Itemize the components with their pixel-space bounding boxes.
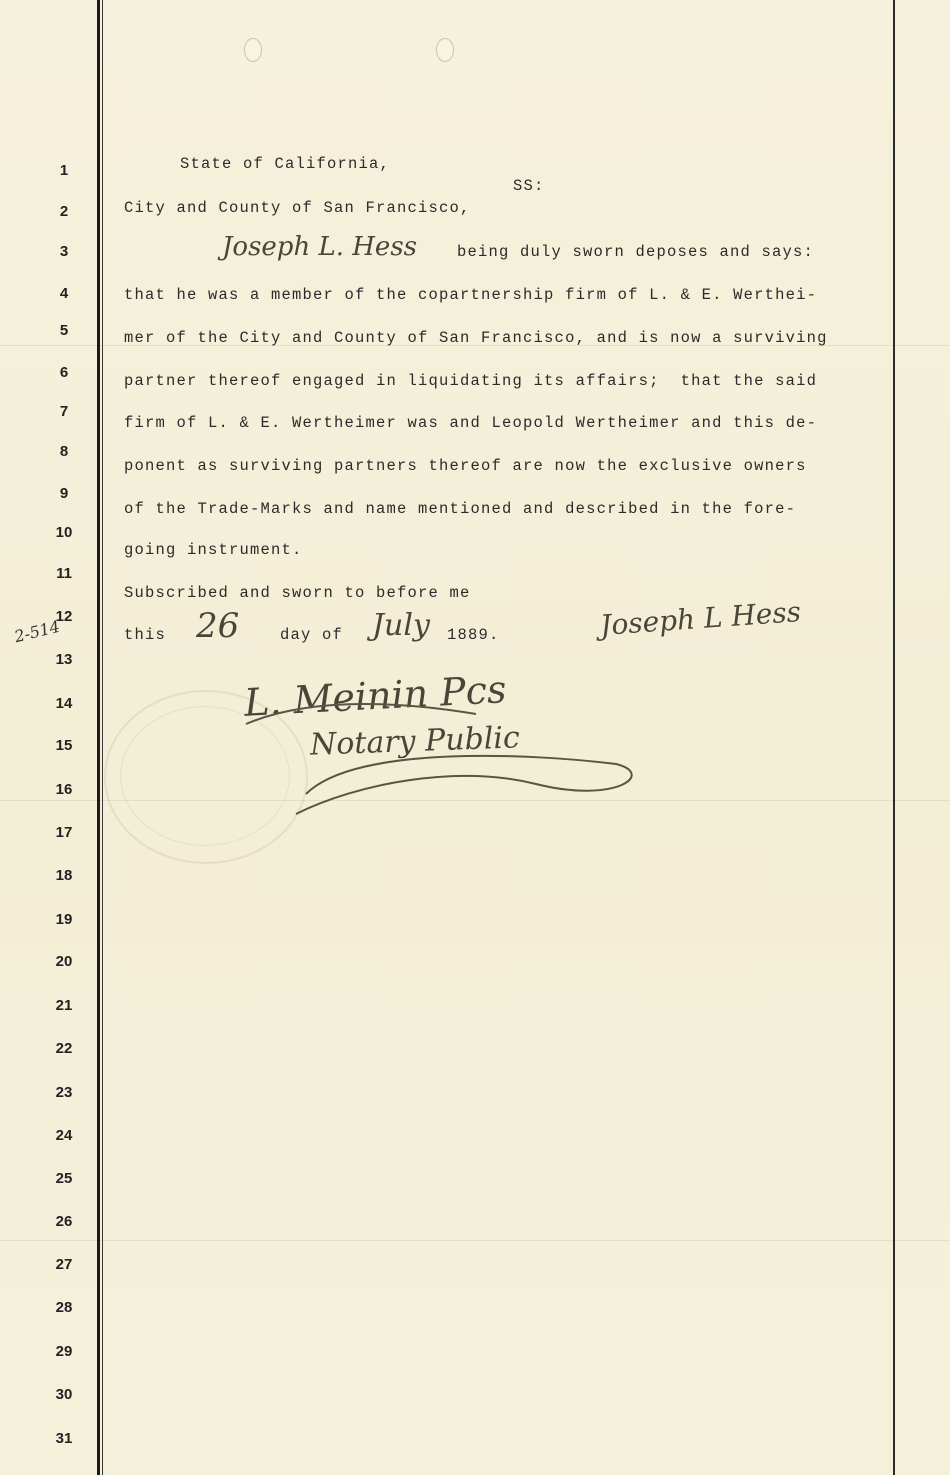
- line-number: 1: [59, 162, 69, 179]
- line-number: 3: [59, 243, 69, 260]
- notary-flourish: [236, 684, 656, 824]
- line-number: 7: [59, 403, 69, 420]
- line-number: 11: [56, 565, 72, 582]
- body-line-4: that he was a member of the copartnership firm of L. & E. Werthei-: [124, 286, 818, 304]
- margin-pencil-note: 2-514: [12, 616, 62, 647]
- line-number: 4: [59, 285, 69, 302]
- line-number: 12: [55, 608, 73, 625]
- affiant-name-handwritten: Joseph L. Hess: [222, 232, 417, 262]
- line-number: 13: [55, 651, 73, 668]
- jurat-day-handwritten: 26: [196, 606, 240, 646]
- notary-title-handwritten: Notary Public: [309, 720, 521, 763]
- punch-hole: [436, 38, 454, 62]
- jurat-this-label: this: [124, 626, 167, 644]
- line-number: 30: [55, 1386, 73, 1403]
- body-line-3: being duly sworn deposes and says:: [457, 243, 815, 261]
- line-number: 18: [55, 867, 73, 884]
- line-number: 29: [55, 1343, 73, 1360]
- line-number: 27: [55, 1256, 73, 1273]
- body-line-5: mer of the City and County of San Francisco, and is now a surviving: [124, 329, 828, 347]
- fold-crease: [0, 1240, 950, 1241]
- line-number: 2: [59, 203, 69, 220]
- line-number: 21: [55, 997, 73, 1014]
- line-number: 22: [55, 1040, 73, 1057]
- notary-signature: L. Meinin Pcs: [243, 667, 508, 725]
- line-number: 14: [55, 695, 73, 712]
- jurat-day-of-label: day of: [280, 626, 344, 644]
- line-number: 8: [59, 443, 69, 460]
- body-line-7: firm of L. & E. Wertheimer was and Leopold Wertheimer and this de-: [124, 414, 818, 432]
- venue-state: State of California,: [180, 155, 391, 173]
- line-number: 19: [55, 911, 73, 928]
- line-number: 26: [55, 1213, 73, 1230]
- line-number: 31: [55, 1430, 73, 1447]
- line-number: 6: [59, 364, 69, 381]
- left-margin-rule: [97, 0, 100, 1475]
- deponent-signature: Joseph L Hess: [599, 595, 803, 642]
- line-number: 23: [55, 1084, 73, 1101]
- body-line-8: ponent as surviving partners thereof are now the exclusive owners: [124, 457, 807, 475]
- line-number: 25: [55, 1170, 73, 1187]
- line-number: 17: [55, 824, 73, 841]
- punch-hole: [244, 38, 262, 62]
- body-line-9: of the Trade-Marks and name mentioned and described in the fore-: [124, 500, 797, 518]
- jurat-subscribed: Subscribed and sworn to before me: [124, 584, 471, 602]
- jurat-year: 1889.: [447, 626, 500, 644]
- line-number: 15: [55, 737, 73, 754]
- body-line-6: partner thereof engaged in liquidating its affairs; that the said: [124, 372, 818, 390]
- right-margin-rule: [893, 0, 895, 1475]
- line-number: 20: [55, 953, 73, 970]
- line-number: 10: [55, 524, 73, 541]
- venue-ss: SS:: [513, 177, 545, 195]
- venue-county: City and County of San Francisco,: [124, 199, 471, 217]
- line-number: 16: [55, 781, 73, 798]
- line-number: 9: [59, 485, 69, 502]
- line-number: 28: [55, 1299, 73, 1316]
- left-margin-rule-thin: [102, 0, 103, 1475]
- body-line-10: going instrument.: [124, 541, 303, 559]
- line-number: 5: [59, 322, 69, 339]
- line-number: 24: [55, 1127, 73, 1144]
- jurat-month-handwritten: July: [372, 608, 430, 643]
